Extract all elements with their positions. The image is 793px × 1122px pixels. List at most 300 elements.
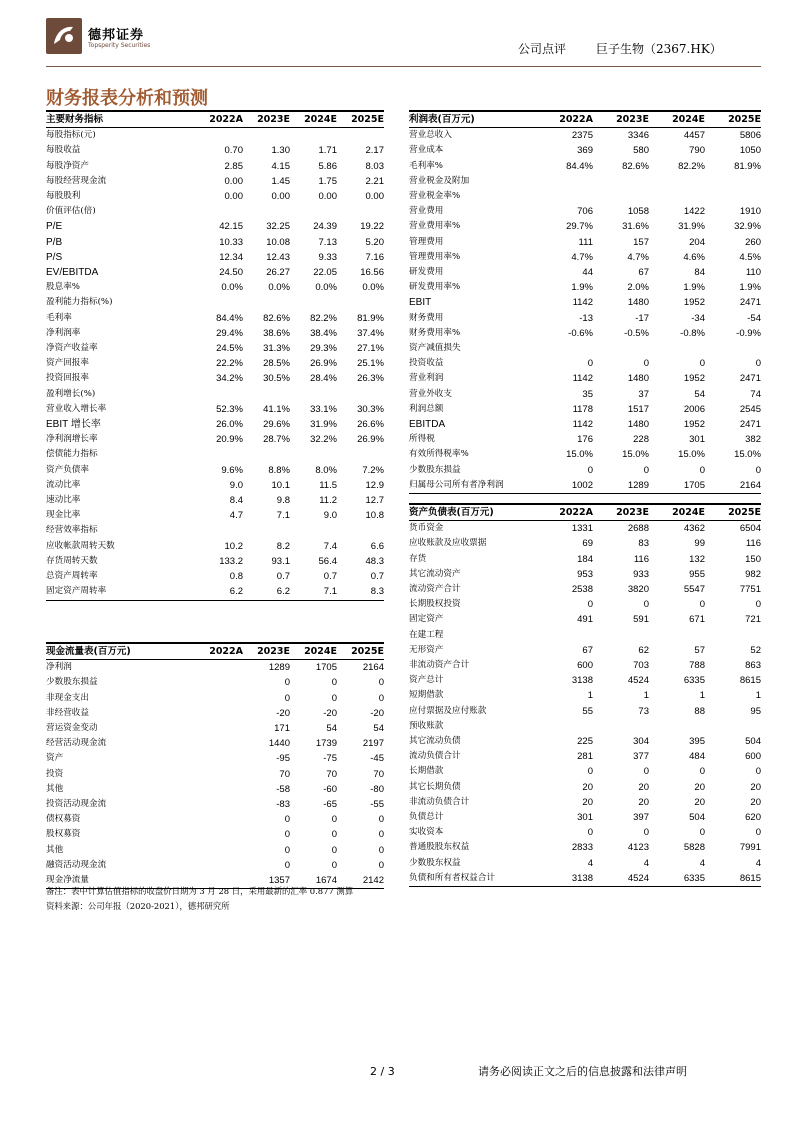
cell-value: 369: [577, 145, 593, 157]
row-label: 每股净资产: [46, 160, 89, 171]
table-row: [409, 128, 761, 144]
table-row: [46, 751, 384, 766]
row-label: 速动比率: [46, 495, 81, 506]
table-row: [409, 371, 761, 386]
column-header: 2024E: [649, 111, 705, 128]
row-label: 在建工程: [409, 629, 444, 640]
cell-value: 0: [755, 599, 761, 611]
table-row: [409, 311, 761, 326]
cell-value: 600: [577, 660, 593, 672]
cell-value: 0: [378, 844, 384, 856]
cell-value: -55: [370, 799, 384, 811]
row-label: 股息率%: [46, 282, 80, 293]
cell-value: [196, 827, 243, 842]
cell-value: 26.9%: [357, 434, 384, 446]
cell-value: 54: [326, 723, 337, 735]
row-label: 营业税金及附加: [409, 175, 470, 186]
cell-value: 73: [638, 705, 649, 717]
table-row: [409, 447, 761, 462]
table-row: [46, 827, 384, 842]
cell-value: [649, 189, 705, 204]
table-row: [409, 356, 761, 371]
table-row: [46, 204, 384, 219]
table-title: 资产负债表(百万元): [409, 504, 537, 521]
cell-value: 7.4: [323, 540, 337, 552]
cell-value: 30.5%: [263, 373, 290, 385]
table-header-row: [46, 643, 384, 660]
cell-value: 0.00: [365, 191, 384, 203]
cell-value: 706: [577, 206, 593, 218]
cell-value: 2538: [571, 584, 593, 596]
cell-value: [196, 706, 243, 721]
cell-value: 29.3%: [310, 343, 337, 355]
cell-value: [196, 751, 243, 766]
table-header-row: [46, 111, 384, 128]
cell-value: 0: [284, 844, 290, 856]
cell-value: 5806: [739, 130, 761, 142]
table-row: [409, 840, 761, 855]
table-row: [409, 643, 761, 658]
table-row: [46, 432, 384, 447]
column-header: 2025E: [337, 111, 384, 128]
column-header: 2025E: [705, 504, 761, 521]
table-row: [46, 447, 384, 462]
table-row: [409, 552, 761, 567]
cell-value: 10.33: [219, 236, 243, 248]
cell-value: 790: [689, 145, 705, 157]
table-title: 现金流量表(百万元): [46, 643, 196, 660]
column-header: 2025E: [705, 111, 761, 128]
cell-value: 32.9%: [734, 221, 761, 233]
page-header: [46, 14, 761, 64]
cell-value: 4: [755, 857, 761, 869]
cell-value: 0: [378, 692, 384, 704]
page-number: 2 / 3: [370, 1065, 395, 1078]
cell-value: -17: [635, 312, 649, 324]
cell-value: 1331: [571, 523, 593, 535]
table-row: [46, 584, 384, 600]
table-row: [409, 295, 761, 310]
cell-value: 6335: [683, 675, 705, 687]
cell-value: 26.0%: [216, 419, 243, 431]
row-label: 投资: [46, 768, 64, 779]
cell-value: 38.6%: [263, 327, 290, 339]
cell-value: 4524: [593, 871, 649, 887]
cell-value: 4.7%: [571, 251, 593, 263]
cell-value: 7.16: [365, 251, 384, 263]
cell-value: [593, 174, 649, 189]
table-row: [409, 825, 761, 840]
logo-english-text: Topsperity Securities: [88, 42, 151, 49]
cell-value: 44: [582, 267, 593, 279]
row-label: 资产减值损失: [409, 343, 461, 354]
cell-value: 56.4: [318, 555, 337, 567]
cell-value: 20.9%: [216, 434, 243, 446]
row-label: 短期借款: [409, 690, 444, 701]
cell-value: 281: [577, 751, 593, 763]
row-label: 少数股东损益: [409, 464, 461, 475]
cell-value: 0: [587, 599, 593, 611]
cell-value: 10.2: [224, 540, 243, 552]
cell-value: 0.7: [323, 571, 337, 583]
cell-value: 28.7%: [263, 434, 290, 446]
row-label: 营业利润: [409, 373, 444, 384]
cell-value: 26.27: [266, 267, 290, 279]
row-label: 营业费用率%: [409, 221, 461, 232]
cell-value: 0: [643, 358, 649, 370]
cell-value: 34.2%: [216, 373, 243, 385]
cell-value: [337, 204, 384, 219]
cell-value: 0: [587, 358, 593, 370]
cell-value: 0: [643, 464, 649, 476]
report-type: 公司点评: [518, 42, 567, 56]
cell-value: 26.6%: [357, 419, 384, 431]
cell-value: 377: [633, 751, 649, 763]
cell-value: [649, 628, 705, 643]
cell-value: 721: [745, 614, 761, 626]
cell-value: 10.08: [266, 236, 290, 248]
source-text: 资料来源：公司年报（2020-2021），德邦研究所: [46, 901, 230, 911]
cell-value: -80: [370, 783, 384, 795]
cell-value: 31.3%: [263, 343, 290, 355]
table-row: [46, 858, 384, 873]
cell-value: 2471: [739, 419, 761, 431]
cell-value: [537, 174, 593, 189]
cell-value: [243, 204, 290, 219]
cell-value: 8.3: [337, 584, 384, 600]
cell-value: 54: [694, 388, 705, 400]
table-row: [46, 675, 384, 690]
cell-value: [705, 341, 761, 356]
cell-value: 0: [755, 358, 761, 370]
cell-value: 88: [694, 705, 705, 717]
table-row: [46, 736, 384, 751]
cell-value: [705, 189, 761, 204]
cell-value: 2164: [362, 662, 384, 674]
row-label: EBITDA: [409, 419, 446, 431]
row-label: 固定资产周转率: [46, 584, 196, 600]
cell-value: 19.22: [360, 221, 384, 233]
cell-value: 0: [331, 829, 337, 841]
cell-value: 31.6%: [622, 221, 649, 233]
cell-value: 74: [750, 388, 761, 400]
header-divider: [46, 66, 761, 67]
cell-value: 35: [582, 388, 593, 400]
cell-value: 26.3%: [357, 373, 384, 385]
cell-value: 67: [582, 644, 593, 656]
cell-value: [196, 387, 243, 402]
row-label: EV/EBITDA: [46, 267, 99, 279]
cell-value: 176: [577, 434, 593, 446]
cell-value: 1517: [627, 403, 649, 415]
row-label: 融资活动现金流: [46, 859, 107, 870]
column-header: 2024E: [290, 643, 337, 660]
cell-value: 32.2%: [310, 434, 337, 446]
table-row: [46, 812, 384, 827]
cell-value: 8.8%: [268, 464, 290, 476]
row-label: 营业税金率%: [409, 191, 461, 202]
row-label: 无形资产: [409, 644, 444, 655]
cell-value: [196, 675, 243, 690]
row-label: 其它流动资产: [409, 568, 461, 579]
cell-value: [243, 523, 290, 538]
cell-value: 132: [689, 553, 705, 565]
cell-value: 620: [745, 812, 761, 824]
cell-value: 0: [378, 859, 384, 871]
cell-value: -54: [747, 312, 761, 324]
cell-value: 111: [578, 236, 593, 248]
row-label: 长期借款: [409, 766, 444, 777]
cell-value: 0.0%: [362, 282, 384, 294]
cell-value: 1289: [593, 478, 649, 494]
cell-value: 2.0%: [627, 282, 649, 294]
row-label: 营运资金变动: [46, 723, 98, 734]
cell-value: [196, 447, 243, 462]
table-row: [46, 295, 384, 310]
cell-value: 67: [638, 267, 649, 279]
cell-value: 4524: [627, 675, 649, 687]
cell-value: 0: [331, 859, 337, 871]
row-label: 有效所得税率%: [409, 449, 469, 460]
cell-value: 28.5%: [263, 358, 290, 370]
cell-value: 70: [279, 768, 290, 780]
cell-value: 1480: [627, 419, 649, 431]
cell-value: 304: [633, 736, 649, 748]
cell-value: [593, 628, 649, 643]
row-label: 非流动资产合计: [409, 660, 470, 671]
row-label: 应收账款及应收票据: [409, 538, 487, 549]
table-row: [46, 174, 384, 189]
cell-value: 11.5: [319, 479, 337, 491]
table-row: [409, 280, 761, 295]
cell-value: -0.6%: [568, 327, 593, 339]
cell-value: 301: [577, 812, 593, 824]
cell-value: 29.4%: [216, 327, 243, 339]
cell-value: 0.00: [224, 191, 243, 203]
cell-value: [337, 447, 384, 462]
cell-value: 0: [331, 844, 337, 856]
cell-value: -20: [276, 707, 290, 719]
cell-value: 1178: [572, 403, 593, 415]
cell-value: [196, 523, 243, 538]
cell-value: [290, 523, 337, 538]
row-label: 货币资金: [409, 523, 444, 534]
row-label: 经营活动现金流: [46, 738, 107, 749]
cell-value: [196, 767, 243, 782]
row-label: 流动负债合计: [409, 751, 461, 762]
cell-value: 491: [577, 614, 593, 626]
cell-value: 0: [587, 464, 593, 476]
cell-value: 4.6%: [683, 251, 705, 263]
cell-value: [243, 295, 290, 310]
row-label: 投资回报率: [46, 373, 89, 384]
cell-value: 225: [577, 736, 593, 748]
cell-value: 15.0%: [622, 449, 649, 461]
cell-value: 20: [694, 781, 705, 793]
cell-value: 0: [378, 829, 384, 841]
cell-value: 1002: [537, 478, 593, 494]
cell-value: 933: [633, 568, 649, 580]
cell-value: 5828: [683, 842, 705, 854]
row-label: 每股经营现金流: [46, 175, 107, 186]
cell-value: 0: [378, 814, 384, 826]
column-header: 2024E: [290, 111, 337, 128]
cell-value: 95: [750, 705, 761, 717]
cell-value: 4.7%: [627, 251, 649, 263]
table-row: [409, 795, 761, 810]
cell-value: 42.15: [219, 221, 243, 233]
cell-value: 57: [694, 644, 705, 656]
table-row: [46, 523, 384, 538]
cell-value: [649, 174, 705, 189]
cell-value: [196, 204, 243, 219]
cell-value: 28.4%: [310, 373, 337, 385]
row-label: 存货: [409, 553, 427, 564]
cell-value: 9.33: [318, 251, 337, 263]
table-row: [46, 265, 384, 280]
cell-value: 0.7: [276, 571, 290, 583]
table-row: [46, 660, 384, 676]
cell-value: 1.75: [318, 175, 337, 187]
cell-value: 0: [699, 358, 705, 370]
cell-value: 6.2: [196, 584, 243, 600]
cell-value: 184: [577, 553, 593, 565]
cell-value: 10.1: [271, 479, 290, 491]
table-row: [409, 764, 761, 779]
row-label: 财务费用率%: [409, 327, 461, 338]
table-row: [46, 356, 384, 371]
column-header: 2022A: [196, 643, 243, 660]
cell-value: 83: [638, 538, 649, 550]
row-label: 资产回报率: [46, 358, 89, 369]
cell-value: 52.3%: [216, 403, 243, 415]
cell-value: 9.0: [323, 510, 337, 522]
row-label: 流动资产合计: [409, 584, 461, 595]
logo-text: 德邦证券: [88, 28, 145, 43]
cell-value: 1: [643, 690, 649, 702]
cell-value: 1705: [649, 478, 705, 494]
table-row: [46, 478, 384, 493]
cell-value: 20: [694, 796, 705, 808]
cell-value: 82.6%: [263, 312, 290, 324]
cell-value: 1.9%: [571, 282, 593, 294]
row-label: 投资收益: [409, 358, 444, 369]
cell-value: 0: [587, 827, 593, 839]
table-header-row: [409, 504, 761, 521]
cell-value: 1.45: [271, 175, 290, 187]
row-label: 非流动负债合计: [409, 796, 470, 807]
cell-value: 6.6: [370, 540, 384, 552]
cell-value: 24.39: [313, 221, 337, 233]
row-label: 固定资产: [409, 614, 444, 625]
cell-value: 8615: [705, 871, 761, 887]
cell-value: [290, 447, 337, 462]
table-row: [46, 128, 384, 144]
table-row: [409, 417, 761, 432]
cell-value: 9.8: [276, 495, 290, 507]
cell-value: [593, 189, 649, 204]
column-header: 2023E: [243, 643, 290, 660]
cell-value: 955: [689, 568, 705, 580]
table-row: [409, 719, 761, 734]
cell-value: [196, 736, 243, 751]
cell-value: [593, 341, 649, 356]
cell-value: 31.9%: [310, 419, 337, 431]
row-label: 其他: [46, 783, 64, 794]
table-row: [46, 387, 384, 402]
cell-value: 37: [638, 388, 649, 400]
cell-value: [337, 128, 384, 144]
main-indicators-table: [46, 110, 384, 601]
cell-value: 1050: [739, 145, 761, 157]
cell-value: [705, 174, 761, 189]
cell-value: 20: [750, 796, 761, 808]
table-row: [409, 219, 761, 234]
cell-value: [537, 341, 593, 356]
notes: [46, 884, 353, 914]
row-label: 少数股东权益: [409, 857, 461, 868]
row-label: 管理费用: [409, 236, 444, 247]
table-row: [46, 143, 384, 158]
table-row: [46, 250, 384, 265]
row-label: 应收帐款周转天数: [46, 540, 115, 551]
row-label: 经营效率指标: [46, 525, 98, 536]
table-row: [46, 721, 384, 736]
row-label: 研发费用率%: [409, 282, 461, 293]
cell-value: [537, 719, 593, 734]
cell-value: 4: [587, 857, 593, 869]
cell-value: 37.4%: [357, 327, 384, 339]
cell-value: 8.0%: [315, 464, 337, 476]
cell-value: 395: [689, 736, 705, 748]
cell-value: 0: [699, 464, 705, 476]
cell-value: 953: [577, 568, 593, 580]
cell-value: 82.2%: [310, 312, 337, 324]
table-row: [46, 508, 384, 523]
cell-value: 1142: [572, 419, 593, 431]
cell-value: [290, 387, 337, 402]
legal-disclaimer: 请务必阅读正文之后的信息披露和法律声明: [478, 1065, 687, 1078]
company-name: 巨子生物（2367.HK）: [596, 42, 722, 56]
cell-value: 16.56: [360, 267, 384, 279]
cell-value: [337, 295, 384, 310]
table-row: [409, 628, 761, 643]
cell-value: 62: [638, 644, 649, 656]
cell-value: 54: [373, 723, 384, 735]
row-label: 营业收入增长率: [46, 403, 107, 414]
row-label: 非现金支出: [46, 692, 89, 703]
cell-value: -65: [323, 799, 337, 811]
table-row: [409, 749, 761, 764]
table-row: [409, 688, 761, 703]
cell-value: -34: [691, 312, 705, 324]
cell-value: 1058: [627, 206, 649, 218]
cell-value: 7991: [739, 842, 761, 854]
cell-value: 0.00: [271, 191, 290, 203]
table-row: [409, 478, 761, 494]
table-row: [46, 782, 384, 797]
cell-value: 0: [699, 827, 705, 839]
cell-value: 24.50: [219, 267, 243, 279]
cell-value: 2.17: [365, 145, 384, 157]
row-label: 净利润: [46, 662, 72, 673]
table-row: [46, 219, 384, 234]
cell-value: 8.2: [276, 540, 290, 552]
row-label: 负债总计: [409, 812, 444, 823]
row-label: 盈利能力指标(%): [46, 297, 113, 308]
cell-value: 1910: [739, 206, 761, 218]
column-header: 2023E: [243, 111, 290, 128]
